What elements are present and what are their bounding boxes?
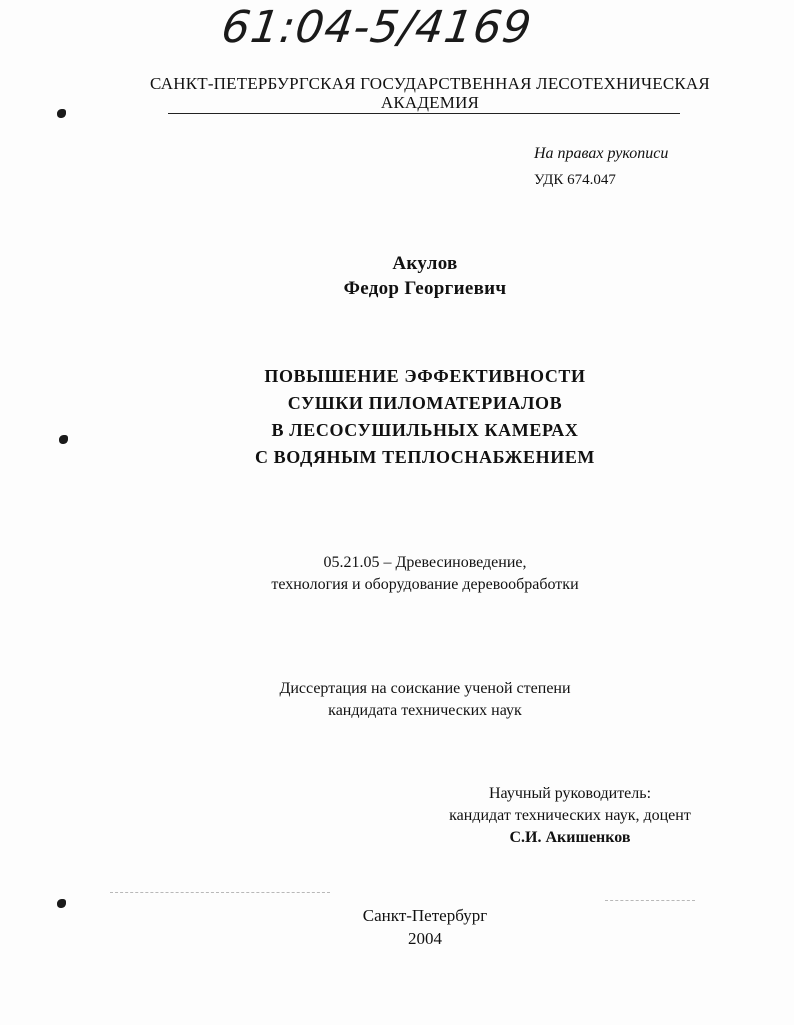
footer-block [300,904,550,950]
degree-line-1: Диссертация на соискание ученой степени [279,680,571,697]
author-surname: Акулов [392,253,458,274]
scan-artifact-line-right [605,900,695,901]
rights-note: На правах рукописи [534,145,669,162]
supervisor-name: С.И. Акишенков [509,829,631,846]
degree-block [150,678,700,722]
specialty-line-1: 05.21.05 – Древесиноведение, [323,554,527,571]
institution-line-1: САНКТ-ПЕТЕРБУРГСКАЯ ГОСУДАРСТВЕННАЯ ЛЕСОТЕХНИЧЕСКАЯ [150,74,710,93]
footer-year: 2004 [408,929,442,948]
binding-hole-mark-middle [59,435,68,444]
supervisor-block [380,783,760,849]
title-line-3: В ЛЕСОСУШИЛЬНЫХ КАМЕРАХ [271,420,579,440]
author-given-names: Федор Георгиевич [343,278,507,299]
title-line-4: С ВОДЯНЫМ ТЕПЛОСНАБЖЕНИЕМ [254,447,596,467]
institution-divider [168,113,680,114]
title-line-2: СУШКИ ПИЛОМАТЕРИАЛОВ [287,393,563,413]
institution-name [120,74,740,112]
institution-line-2: АКАДЕМИЯ [380,93,480,112]
dissertation-title [150,363,700,471]
degree-line-2: кандидата технических наук [328,702,522,719]
specialty-line-2: технология и оборудование деревообработки [271,576,579,593]
supervisor-label: Научный руководитель: [488,785,652,802]
author-block [200,251,650,301]
binding-hole-mark-bottom [57,899,66,908]
specialty-block [150,552,700,596]
binding-hole-mark-top [57,109,66,118]
scan-artifact-line-left [110,892,330,893]
udk-code: УДК 674.047 [534,172,616,188]
supervisor-position: кандидат технических наук, доцент [449,807,691,824]
title-line-1: ПОВЫШЕНИЕ ЭФФЕКТИВНОСТИ [264,366,586,386]
handwritten-archive-code: 61:04-5/4169 [218,2,536,53]
footer-city: Санкт-Петербург [362,906,488,925]
